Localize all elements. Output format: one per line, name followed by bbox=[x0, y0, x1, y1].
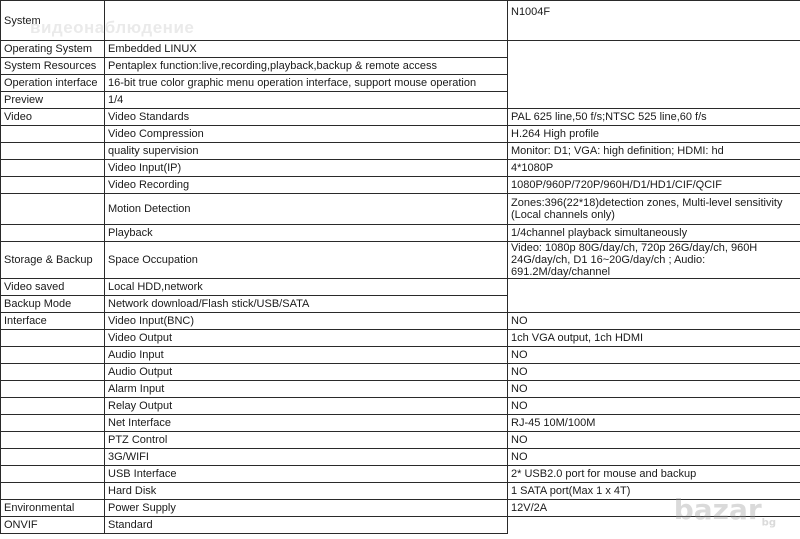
label-cell bbox=[1, 330, 105, 347]
label-cell: Interface bbox=[1, 313, 105, 330]
table-row bbox=[1, 483, 800, 500]
label-cell bbox=[1, 143, 105, 160]
sub-label-cell: 16-bit true color graphic menu operation interface, support mouse operation bbox=[105, 75, 508, 92]
sub-label-cell: quality supervision bbox=[105, 143, 508, 160]
label-cell bbox=[1, 466, 105, 483]
label-cell bbox=[1, 194, 105, 225]
label-cell bbox=[1, 177, 105, 194]
sub-label-cell: Playback bbox=[105, 225, 508, 242]
sub-label-cell: Audio Input bbox=[105, 347, 508, 364]
table-row bbox=[1, 194, 800, 225]
table-row bbox=[1, 330, 800, 347]
value-cell: 1/4channel playback simultaneously bbox=[508, 225, 800, 242]
value-cell: Video: 1080p 80G/day/ch, 720p 26G/day/ch, 960H 24G/day/ch, D1 16~20G/day/ch ; Audio: 691.2M/day/channel bbox=[508, 242, 800, 279]
label-cell: Operating System bbox=[1, 41, 105, 58]
sub-label-cell: Net Interface bbox=[105, 415, 508, 432]
value-cell: Monitor: D1; VGA: high definition; HDMI: hd bbox=[508, 143, 800, 160]
table-row bbox=[1, 225, 800, 242]
logo-text: bazar bbox=[673, 493, 762, 527]
empty-cell bbox=[508, 296, 800, 313]
label-cell bbox=[1, 483, 105, 500]
table-row bbox=[1, 242, 800, 279]
empty-cell bbox=[508, 58, 800, 75]
table-row bbox=[1, 466, 800, 483]
table-row bbox=[1, 517, 800, 534]
label-cell bbox=[1, 347, 105, 364]
sub-label-cell: 1/4 bbox=[105, 92, 508, 109]
table-row bbox=[1, 279, 800, 296]
sub-label-cell: Video Output bbox=[105, 330, 508, 347]
value-cell: NO bbox=[508, 432, 800, 449]
table-row bbox=[1, 58, 800, 75]
value-cell: H.264 High profile bbox=[508, 126, 800, 143]
empty-cell bbox=[508, 92, 800, 109]
value-cell: NO bbox=[508, 449, 800, 466]
table-row bbox=[1, 500, 800, 517]
label-cell bbox=[1, 381, 105, 398]
label-cell bbox=[1, 398, 105, 415]
empty-cell bbox=[508, 279, 800, 296]
sub-label-cell: Video Standards bbox=[105, 109, 508, 126]
value-cell: 1080P/960P/720P/960H/D1/HD1/CIF/QCIF bbox=[508, 177, 800, 194]
value-cell: RJ-45 10M/100M bbox=[508, 415, 800, 432]
sub-label-cell: Power Supply bbox=[105, 500, 508, 517]
value-cell: 2* USB2.0 port for mouse and backup bbox=[508, 466, 800, 483]
value-cell: NO bbox=[508, 364, 800, 381]
table-row bbox=[1, 415, 800, 432]
table-row bbox=[1, 1, 800, 41]
value-cell: 1 SATA port(Max 1 x 4T) bbox=[508, 483, 800, 500]
sub-label-cell: USB Interface bbox=[105, 466, 508, 483]
table-row bbox=[1, 432, 800, 449]
label-cell bbox=[1, 415, 105, 432]
value-cell: 4*1080P bbox=[508, 160, 800, 177]
value-cell: 12V/2A bbox=[508, 500, 800, 517]
sub-label-cell: 3G/WIFI bbox=[105, 449, 508, 466]
sub-label-cell: Hard Disk bbox=[105, 483, 508, 500]
sub-label-cell: Pentaplex function:live,recording,playback,backup & remote access bbox=[105, 58, 508, 75]
label-cell: Storage & Backup bbox=[1, 242, 105, 279]
value-cell: NO bbox=[508, 347, 800, 364]
label-cell: Backup Mode bbox=[1, 296, 105, 313]
watermark-text: видеонаблюдение bbox=[30, 18, 195, 37]
value-cell: N1004F bbox=[508, 1, 800, 41]
table-row bbox=[1, 92, 800, 109]
label-cell: Video saved bbox=[1, 279, 105, 296]
sub-label-cell: Video Compression bbox=[105, 126, 508, 143]
table-row bbox=[1, 143, 800, 160]
table-row bbox=[1, 313, 800, 330]
label-cell bbox=[1, 364, 105, 381]
value-cell: NO bbox=[508, 313, 800, 330]
table-row bbox=[1, 381, 800, 398]
table-row bbox=[1, 75, 800, 92]
sub-label-cell: Video Input(BNC) bbox=[105, 313, 508, 330]
label-cell bbox=[1, 432, 105, 449]
table-row bbox=[1, 347, 800, 364]
value-cell: Zones:396(22*18)detection zones, Multi-level sensitivity (Local channels only) bbox=[508, 194, 800, 225]
sub-label-cell bbox=[105, 1, 508, 41]
table-row bbox=[1, 296, 800, 313]
table-row bbox=[1, 126, 800, 143]
table-row bbox=[1, 177, 800, 194]
value-cell: NO bbox=[508, 381, 800, 398]
table-row bbox=[1, 41, 800, 58]
sub-label-cell: PTZ Control bbox=[105, 432, 508, 449]
table-row bbox=[1, 364, 800, 381]
label-cell bbox=[1, 126, 105, 143]
label-cell: System Resources bbox=[1, 58, 105, 75]
label-cell: ONVIF bbox=[1, 517, 105, 534]
sub-label-cell: Network download/Flash stick/USB/SATA bbox=[105, 296, 508, 313]
sub-label-cell: Relay Output bbox=[105, 398, 508, 415]
sub-label-cell: Video Recording bbox=[105, 177, 508, 194]
label-cell: Environmental bbox=[1, 500, 105, 517]
table-row bbox=[1, 398, 800, 415]
label-cell: Operation interface bbox=[1, 75, 105, 92]
table-row bbox=[1, 160, 800, 177]
sub-label-cell: Motion Detection bbox=[105, 194, 508, 225]
value-cell: 1ch VGA output, 1ch HDMI bbox=[508, 330, 800, 347]
sub-label-cell: Local HDD,network bbox=[105, 279, 508, 296]
sub-label-cell: Space Occupation bbox=[105, 242, 508, 279]
sub-label-cell: Alarm Input bbox=[105, 381, 508, 398]
label-cell: Video bbox=[1, 109, 105, 126]
sub-label-cell: Video Input(IP) bbox=[105, 160, 508, 177]
value-cell: NO bbox=[508, 398, 800, 415]
empty-cell bbox=[508, 41, 800, 58]
logo-suffix: bg bbox=[761, 518, 776, 529]
empty-cell bbox=[508, 75, 800, 92]
sub-label-cell: Standard bbox=[105, 517, 508, 534]
label-cell bbox=[1, 449, 105, 466]
sub-label-cell: Embedded LINUX bbox=[105, 41, 508, 58]
table-row bbox=[1, 449, 800, 466]
empty-cell bbox=[508, 517, 800, 534]
label-cell bbox=[1, 160, 105, 177]
table-row bbox=[1, 109, 800, 126]
label-cell bbox=[1, 225, 105, 242]
value-cell: PAL 625 line,50 f/s;NTSC 525 line,60 f/s bbox=[508, 109, 800, 126]
label-cell: System bbox=[1, 1, 105, 41]
sub-label-cell: Audio Output bbox=[105, 364, 508, 381]
label-cell: Preview bbox=[1, 92, 105, 109]
